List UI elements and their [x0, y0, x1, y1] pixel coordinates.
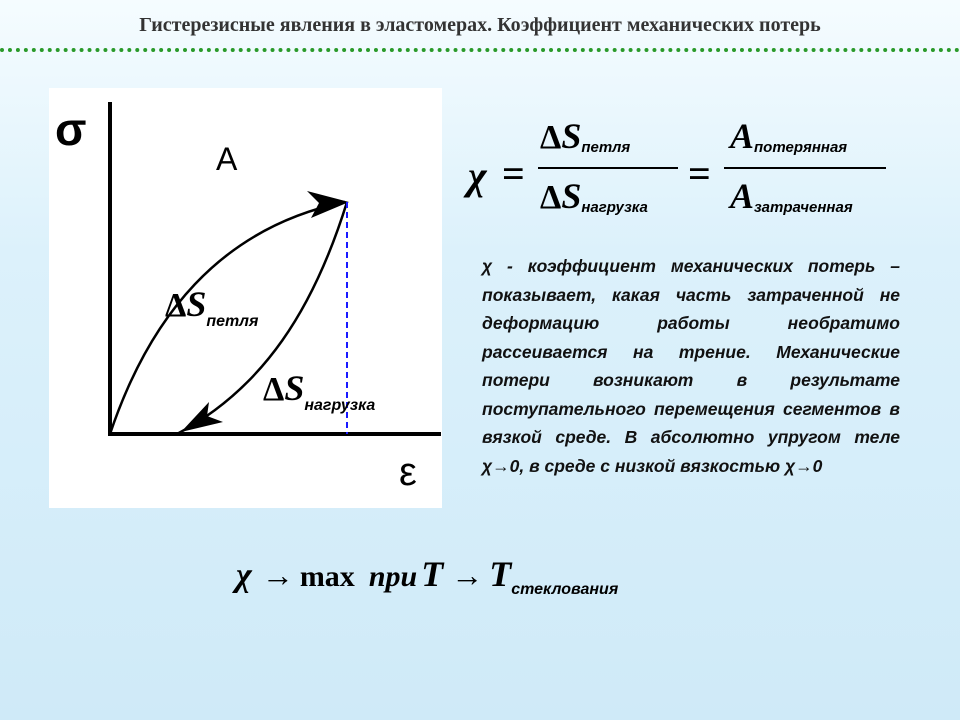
glass-temperature-symbol: T — [489, 554, 512, 594]
slide-title: Гистерезисные явления в эластомерах. Коэффициент механических потерь — [139, 14, 821, 36]
load-subscript: нагрузка — [304, 397, 376, 414]
s-symbol: S — [561, 116, 582, 156]
loss-coefficient-formula — [468, 118, 908, 228]
s-symbol: S — [284, 368, 305, 408]
denominator-2-subscript: затраченная — [754, 199, 853, 216]
s-symbol: S — [186, 284, 207, 324]
fraction-bar-2 — [724, 167, 886, 169]
strain-axis-label: ε — [399, 450, 417, 494]
denominator-1 — [540, 178, 648, 215]
arrow-down-head — [181, 402, 223, 432]
delta-symbol: Δ — [165, 287, 187, 324]
numerator-1-subscript: петля — [581, 139, 631, 156]
s-symbol: S — [561, 176, 582, 216]
hysteresis-diagram — [49, 88, 442, 508]
title-divider — [0, 48, 960, 52]
glass-transition-subscript: стеклования — [511, 581, 619, 598]
coefficient-description: χ - коэффициент механических потерь – показывает, какая часть затраченной не деформацию работы необратимо рассеивается на трение. Механические потери возникают в результате поступательного перемещения сегментов в вязкой среде. В абсолютно упругом теле χ→0, в среде с низкой вязкостью χ→0 — [482, 256, 900, 476]
equals-sign-1: = — [502, 151, 525, 196]
stress-axis-label: σ — [55, 103, 87, 155]
denominator-2 — [730, 178, 853, 215]
temperature-symbol: T — [421, 554, 444, 594]
numerator-2 — [730, 118, 847, 155]
max-condition-formula — [236, 556, 618, 598]
condition-word: при — [368, 560, 418, 593]
arrow-icon: → — [261, 557, 294, 593]
a-symbol: A — [730, 116, 755, 156]
loop-subscript: петля — [206, 313, 259, 330]
chi-symbol: χ — [236, 557, 252, 594]
loop-area-label — [165, 286, 258, 330]
chi-symbol: χ — [468, 153, 487, 198]
delta-symbol: Δ — [540, 179, 562, 216]
point-a-label: A — [216, 141, 238, 177]
equals-sign-2: = — [688, 151, 711, 196]
fraction-bar-1 — [538, 167, 678, 169]
max-text: max — [299, 560, 355, 593]
delta-symbol: Δ — [263, 371, 285, 408]
arrow-icon: → — [451, 557, 484, 593]
numerator-2-subscript: потерянная — [754, 139, 848, 156]
denominator-1-subscript: нагрузка — [581, 199, 648, 216]
numerator-1 — [540, 118, 630, 155]
load-area-label — [263, 370, 375, 414]
delta-symbol: Δ — [540, 119, 562, 156]
a-symbol: A — [730, 176, 755, 216]
